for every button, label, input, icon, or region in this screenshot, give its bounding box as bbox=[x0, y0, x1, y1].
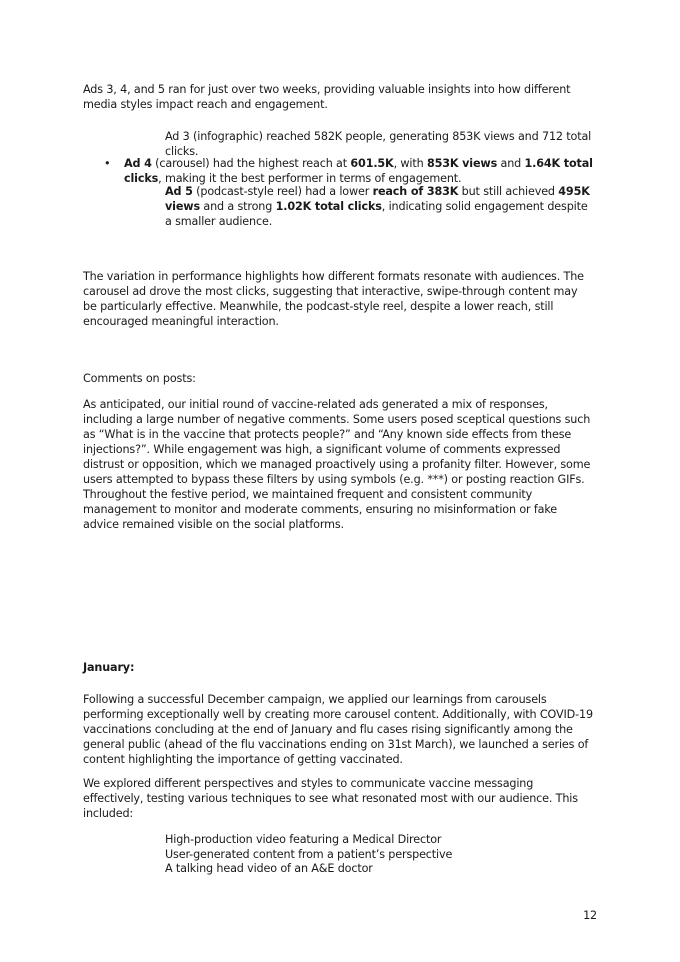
ad5-summary: Ad 5 (podcast-style reel) had a lower reach of 383K but still achieved 495K views and a strong 1.02K total clicks, indicating solid engagement despite a smaller audience. bbox=[165, 185, 590, 228]
ad4-name: Ad 4 bbox=[124, 157, 152, 170]
ad4-reach: 601.5K bbox=[350, 157, 394, 170]
january-heading: January: bbox=[83, 661, 135, 674]
ad5-views: 495K views bbox=[165, 185, 590, 213]
bullet-icon: • bbox=[104, 157, 111, 170]
ad3-summary: Ad 3 (infographic) reached 582K people, generating 853K views and 712 total clicks. bbox=[165, 130, 592, 158]
ad5-clicks: 1.02K total clicks bbox=[275, 200, 382, 213]
ad5-reach: reach of 383K bbox=[372, 185, 459, 198]
list-item: A talking head video of an A&E doctor bbox=[165, 862, 373, 875]
intro-paragraph: Ads 3, 4, and 5 ran for just over two weeks, providing valuable insights into how different media styles impact reach and engagement. bbox=[83, 83, 571, 111]
january-paragraph-2: We explored different perspectives and styles to communicate vaccine messaging effectively, testing various techniques to see what resonated most with our audience. This included: bbox=[83, 777, 578, 820]
ad4-summary: Ad 4 (carousel) had the highest reach at 601.5K, with 853K views and 1.64K total clicks, making it the best performer in terms of engagement. bbox=[124, 157, 593, 185]
ad4-views: 853K views bbox=[426, 157, 498, 170]
ad4-clicks: 1.64K total clicks bbox=[124, 157, 593, 185]
comments-paragraph: As anticipated, our initial round of vaccine-related ads generated a mix of responses, including a large number of negative comments. Some users posed sceptical questions such as “What is in the vaccine that protects people?” and “Any known side effects from these injections?”. While engagement was high, a significant volume of comments expressed distrust or opposition, which we managed proactively using a profanity filter. However, some users attempted to bypass these filters by using symbols (e.g. ***) or posting reaction GIFs. Throughout the festive period, we maintained frequent and consistent community management to monitor and moderate comments, ensuring no misinformation or fake advice remained visible on the social platforms. bbox=[83, 398, 591, 531]
january-paragraph-1: Following a successful December campaign, we applied our learnings from carousels performing exceptionally well by creating more carousel content. Additionally, with COVID-19 vaccinations concluding at the end of January and flu cases rising significantly among the general public (ahead of the flu vaccinations ending on 31st March), we launched a series of content highlighting the importance of getting vaccinated. bbox=[83, 693, 593, 766]
ad5-name: Ad 5 bbox=[165, 185, 193, 198]
list-item: High-production video featuring a Medical Director bbox=[165, 833, 442, 846]
list-item: User-generated content from a patient’s perspective bbox=[165, 848, 453, 861]
variation-paragraph: The variation in performance highlights how different formats resonate with audiences. The carousel ad drove the most clicks, suggesting that interactive, swipe-through content may be particularly effective. Meanwhile, the podcast-style reel, despite a lower reach, still encouraged meaningful interaction. bbox=[83, 270, 584, 328]
comments-heading: Comments on posts: bbox=[83, 372, 196, 385]
page-number: 12 bbox=[583, 909, 597, 922]
